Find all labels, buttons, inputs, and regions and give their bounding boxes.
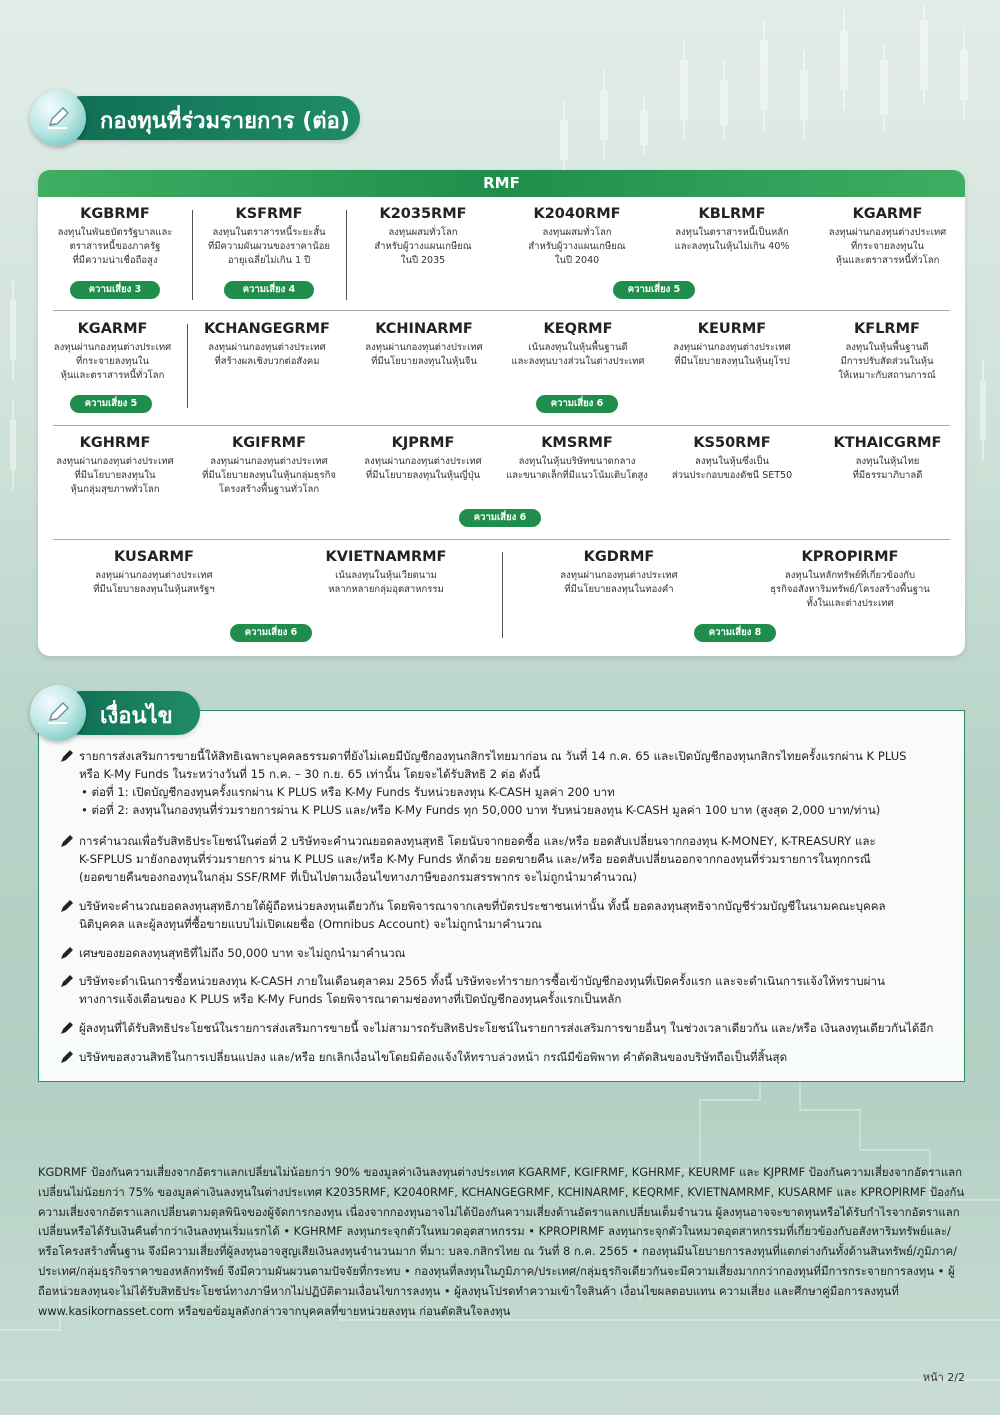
risk-badge: ความเสี่ยง 8 [694,624,776,642]
fund-kblrmf [654,206,810,254]
fund-desc-line: ลงทุนในหุ้นซึ่งเป็น [695,456,769,467]
fund-desc-line: ที่มีนโยบายลงทุนในหุ้นจีน [371,356,477,367]
pencil-icon [43,103,73,133]
fund-desc-line: ลงทุนผ่านกองทุนต่างประเทศ [53,342,172,353]
fund-desc-line: หลากหลายกลุ่มอุตสาหกรรม [328,584,444,595]
fund-kgarmf-2 [38,321,187,383]
fund-desc-line: ลงทุนผ่านกองทุนต่างประเทศ [56,456,174,467]
fund-k2035rmf [346,206,500,268]
section1-pencil-icon [30,90,86,146]
section1-header [30,90,360,146]
fund-name: KCHINARMF [375,321,473,337]
pen-bullet-icon [59,945,75,961]
condition-line: ทางการแจ้งเตือนของ K PLUS หรือ K-My Funds โดยพิจารณาตามช่องทางที่เปิดบัญชีกองทุนครั้งแรกเป็นหลัก [79,992,622,1006]
risk-badge: ความเสี่ยง 6 [459,509,541,527]
condition-item [59,1019,949,1037]
fund-kgarmf [810,206,965,268]
fund-name: KGBRMF [80,206,150,222]
fund-kgbrmf [38,206,192,268]
condition-line: หรือ K-My Funds ในระหว่างวันที่ 15 ก.ค. – 30 ก.ย. 65 เท่านั้น โดยจะได้รับสิทธิ 2 ต่อ ดังนี้ [79,767,541,781]
fund-desc-line: ในปี 2035 [400,255,446,266]
fund-desc-line: ลงทุนผ่านกองทุนต่างประเทศ [208,342,326,353]
fund-desc-line: ที่มีธรรมาภิบาลดี [852,470,923,481]
risk-badge: ความเสี่ยง 4 [224,281,314,299]
row-divider [53,310,950,311]
pen-bullet-icon [59,898,75,914]
fund-kthaicgrmf [810,435,965,483]
condition-line: ผู้ลงทุนที่ได้รับสิทธิประโยชน์ในรายการส่งเสริมการขายนี้ จะไม่สามารถรับสิทธิประโยชน์ในรายการส่งเสริมการขายอื่นๆ ในช่วงเวลาเดียวกัน และ/หรือ เงินลงทุนเดียวกันได้อีก [79,1021,934,1035]
condition-line: K-SFPLUS มายังกองทุนที่ร่วมรายการ ผ่าน K PLUS และ/หรือ K-My Funds หักด้วย ยอดขายคืน และ/หรือ ยอดสับเปลี่ยนออกจากกองทุนที่ร่วมรายการในทุกกรณี [79,852,871,866]
condition-line: บริษัทจะดำเนินการซื้อหน่วยลงทุน K-CASH ภายในเดือนตุลาคม 2565 ทั้งนี้ บริษัทจะทำรายการซื้อเข้าบัญชีกองทุนที่เปิดครั้งแรก และจะดำเนินการแจ้งให้ทราบผ่าน [79,974,885,988]
fund-desc-line: และลงทุนในหุ้นไม่เกิน 40% [674,241,790,252]
condition-line: บริษัทขอสงวนสิทธิในการเปลี่ยนแปลง และ/หรือ ยกเลิกเงื่อนไขโดยมิต้องแจ้งให้ทราบล่วงหน้า กรณีมีข้อพิพาท คำตัดสินของบริษัทถือเป็นที่สิ้นสุด [79,1050,788,1064]
fund-desc-line: ลงทุนในหุ้นพื้นฐานดี [845,342,929,353]
fund-name: KJPRMF [391,435,455,451]
fund-desc-line: ลงทุนผสมทั่วโลก [542,227,612,238]
fund-name: KSFRMF [235,206,303,222]
fund-keqrmf [501,321,655,369]
fund-name: KGDRMF [583,549,655,565]
fund-desc-line: อายุเฉลี่ยไม่เกิน 1 ปี [227,255,311,266]
condition-item [59,972,949,1008]
fund-name: KVIETNAMRMF [325,549,447,565]
fund-name: KGARMF [852,206,923,222]
fund-kgifrmf [192,435,346,497]
fund-kflrmf [809,321,965,383]
rmf-header: RMF [38,170,965,197]
condition-line: (ยอดขายคืนของกองทุนในกลุ่ม SSF/RMF ที่เป็นไปตามเงื่อนไขทางภาษีของกรมสรรพากร จะไม่ถูกนำมาคำนวณ) [79,870,638,884]
fund-desc-line: ในปี 2040 [554,255,600,266]
fund-name: KFLRMF [854,321,920,337]
rmf-card [38,170,965,656]
fund-desc-line: ที่มีความน่าเชื่อถือสูง [72,255,158,266]
fund-name: KS50RMF [693,435,771,451]
fund-desc-line: และขนาดเล็กที่มีแนวโน้มเติบโตสูง [506,470,648,481]
fund-desc-line: สำหรับผู้วางแผนเกษียณ [374,241,472,252]
fund-k2040rmf [500,206,654,268]
fund-desc-line: หุ้นและตราสารหนี้ทั่วโลก [60,370,165,381]
fund-desc-line: ลงทุนในตราสารหนี้เป็นหลัก [675,227,789,238]
divider [346,210,347,300]
fund-kmsrmf [500,435,654,483]
condition-line: เศษของยอดลงทุนสุทธิที่ไม่ถึง 50,000 บาท จะไม่ถูกนำมาคำนวณ [79,946,406,960]
divider [192,210,193,300]
fund-desc-line: ลงทุนผ่านกองทุนต่างประเทศ [828,227,947,238]
fund-desc-line: ลงทุนผ่านกองทุนต่างประเทศ [364,456,482,467]
fund-kchinarmf [347,321,501,369]
section1-title: กองทุนที่ร่วมรายการ (ต่อ) [100,109,350,134]
fund-desc-line: ที่มีนโยบายลงทุนในหุ้นสหรัฐฯ [93,584,215,595]
fund-desc-line: ลงทุนในหุ้นบริษัทขนาดกลาง [518,456,636,467]
risk-badge: ความเสี่ยง 6 [230,624,312,642]
fund-kpropirmf [735,549,965,611]
fund-desc-line: ที่มีนโยบายลงทุนใน [74,470,156,481]
fund-name: KUSARMF [114,549,194,565]
pencil-icon [43,698,73,728]
fund-kvietnamrmf [270,549,502,597]
divider [502,552,503,638]
section2-title: เงื่อนไข [100,704,173,729]
fund-keurmf [655,321,809,369]
fund-desc-line: ที่มีนโยบายลงทุนในหุ้นญี่ปุ่น [365,470,481,481]
risk-badge: ความเสี่ยง 5 [70,395,152,413]
footer-disclaimer: KGDRMF ป้องกันความเสี่ยงจากอัตราแลกเปลี่ยนไม่น้อยกว่า 90% ของมูลค่าเงินลงทุนต่างประเทศ KGARMF, KGIFRMF, KGHRMF, KEURMF และ KJPRMF ป้องกันความเสี่ยงจากอัตราแลกเปลี่ยนไม่น้อยกว่า 75% ของมูลค่าเงินลงทุนในต่างประเทศ K2035RMF, K2040RMF, KCHANGEGRMF, KCHINARMF, KEQRMF, KVIETNAMRMF, KUSARMF และ KPROPIRMF ป้องกันความเสี่ยงจากอัตราแลกเปลี่ยนตามดุลพินิจของผู้จัดการกองทุน เนื่องจากกองทุนอาจไม่ได้ป้องกันความเสี่ยงด้านอัตราแลกเปลี่ยนเต็มจำนวน ผู้ลงทุนอาจจะขาดทุนหรือได้รับกำไรจากอัตราแลกเปลี่ยนหรือได้รับเงินคืนต่ำกว่าเงินลงทุนเริ่มแรกได้ • KGHRMF ลงทุนกระจุกตัวในหมวดอุตสาหกรรม • KPROPIRMF ลงทุนกระจุกตัวในหมวดอุตสาหกรรมที่เกี่ยวข้องกับอสังหาริมทรัพย์และ/หรือโครงสร้างพื้นฐาน จึงมีความเสี่ยงที่ผู้ลงทุนอาจสูญเสียเงินลงทุนจำนวนมาก ที่มา: บลจ.กสิกรไทย ณ วันที่ 8 ก.ค. 2565 • กองทุนมีนโยบายการลงทุนที่แตกต่างกันทั้งด้านสินทรัพย์/ภูมิภาค/ประเทศ/กลุ่มธุรกิจราคาของหลักทรัพย์ จึงมีความผันผวนตามปัจจัยที่กระทบ • กองทุนที่ลงทุนในภูมิภาค/ประเทศ/กลุ่มธุรกิจเดียวกันจะมีความเสี่ยงมากกว่ากองทุนที่มีการกระจายการลงทุน • ผู้ถือหน่วยลงทุนจะไม่ได้รับสิทธิประโยชน์ทางภาษีหากไม่ปฏิบัติตามเงื่อนไขการลงทุน • ผู้ลงทุนโปรดทำความเข้าใจสินค้า เงื่อนไขผลตอบแทน ความเสี่ยง และศึกษาคู่มือการลงทุนที่ www.kasikornasset.com หรือขอข้อมูลดังกล่าวจากบุคคลที่ขายหน่วยลงทุน ก่อนตัดสินใจลงทุน [38,1165,965,1318]
fund-desc-line: และลงทุนบางส่วนในต่างประเทศ [511,356,645,367]
fund-ks50rmf [654,435,810,483]
fund-kghrmf [38,435,192,497]
row-divider [53,539,950,540]
fund-desc-line: ที่มีนโยบายลงทุนในหุ้นยุโรป [674,356,790,367]
fund-desc-line: ส่วนประกอบของดัชนี SET50 [671,470,793,481]
pen-bullet-icon [59,833,75,849]
fund-desc-line: ลงทุนผสมทั่วโลก [388,227,458,238]
fund-desc-line: ที่มีนโยบายลงทุนในหุ้นกลุ่มธุรกิจ [202,470,336,481]
fund-desc-line: ที่กระจายลงทุนใน [75,356,150,367]
condition-line: รายการส่งเสริมการขายนี้ให้สิทธิเฉพาะบุคคลธรรมดาที่ยังไม่เคยมีบัญชีกองทุนกสิกรไทยมาก่อน ณ วันที่ 14 ก.ค. 65 และเปิดบัญชีกองทุนกสิกรไทยครั้งแรกผ่าน K PLUS [79,749,907,763]
condition-item [59,832,949,886]
condition-line: การคำนวณเพื่อรับสิทธิประโยชน์ในต่อที่ 2 บริษัทจะคำนวณยอดลงทุนสุทธิ โดยนับจากยอดซื้อ และ/หรือ ยอดสับเปลี่ยนจากกองทุน K-MONEY, K-TREASURY และ [79,834,876,848]
fund-desc-line: ลงทุนในตราสารหนี้ระยะสั้น [212,227,326,238]
fund-desc-line: หุ้นและตราสารหนี้ทั่วโลก [835,255,940,266]
fund-desc-line: มีการปรับสัดส่วนในหุ้น [840,356,934,367]
fund-desc-line: ที่มีนโยบายลงทุนในทองคำ [564,584,674,595]
fund-kusarmf [38,549,270,597]
fund-desc-line: เน้นลงทุนในหุ้นพื้นฐานดี [528,342,628,353]
row-divider [53,425,950,426]
divider [187,324,188,408]
pen-bullet-icon [59,973,75,989]
fund-name: KEURMF [697,321,767,337]
pen-bullet-icon [59,748,75,764]
fund-desc-line: ลงทุนในพันธบัตรรัฐบาลและ [57,227,173,238]
fund-desc-line: สำหรับผู้วางแผนเกษียณ [528,241,626,252]
fund-name: KEQRMF [543,321,613,337]
condition-subline: • ต่อที่ 2: ลงทุนในกองทุนที่ร่วมรายการผ่าน K PLUS และ/หรือ K-My Funds ทุก 50,000 บาท รับหน่วยลงทุน K-CASH มูลค่า 100 บาท (สูงสุด 2,000 บาท/ท่าน) [81,803,881,817]
pen-bullet-icon [59,1049,75,1065]
fund-name: K2035RMF [379,206,467,222]
fund-desc-line: ลงทุนผ่านกองทุนต่างประเทศ [673,342,791,353]
fund-kchangegrmf [187,321,347,369]
fund-desc-line: เน้นลงทุนในหุ้นเวียดนาม [335,570,437,581]
fund-name: KGARMF [77,321,148,337]
condition-line: นิติบุคคล และผู้ลงทุนที่ซื้อขายแบบไม่เปิดเผยชื่อ (Omnibus Account) จะไม่ถูกนำมาคำนวณ [79,917,542,931]
fund-desc-line: โครงสร้างพื้นฐานทั่วโลก [218,484,320,495]
condition-line: บริษัทจะคำนวณยอดลงทุนสุทธิภายใต้ผู้ถือหน่วยลงทุนเดียวกัน โดยพิจารณาจากเลขที่บัตรประชาชนเท่านั้น ทั้งนี้ ยอดลงทุนสุทธิจากบัญชีร่วมบัญชีในนามคณะบุคคล [79,899,886,913]
fund-desc-line: ที่สร้างผลเชิงบวกต่อสังคม [214,356,320,367]
fund-desc-line: ธุรกิจอสังหาริมทรัพย์/โครงสร้างพื้นฐาน [770,584,930,595]
fund-desc-line: ตราสารหนี้ของภาครัฐ [69,241,161,252]
condition-item [59,944,949,962]
fund-name: KMSRMF [541,435,613,451]
fund-kgdrmf [503,549,735,597]
risk-badge: ความเสี่ยง 3 [70,281,160,299]
fund-name: KGHRMF [79,435,151,451]
fund-name: KTHAICGRMF [833,435,942,451]
fund-name: KGIFRMF [232,435,306,451]
conditions-card [38,710,965,1082]
fund-kjprmf [346,435,500,483]
fund-desc-line: หุ้นกลุ่มสุขภาพทั่วโลก [70,484,160,495]
fund-desc-line: ที่กระจายลงทุนใน [850,241,925,252]
fund-name: KBLRMF [698,206,766,222]
fund-name: KCHANGEGRMF [204,321,330,337]
fund-desc-line: ทั้งในและต่างประเทศ [806,598,894,609]
page-number: หน้า 2/2 [922,1371,965,1384]
condition-item [59,897,949,933]
fund-desc-line: ลงทุนในหลักทรัพย์ที่เกี่ยวข้องกับ [784,570,916,581]
fund-desc-line: ลงทุนในหุ้นไทย [855,456,920,467]
fund-desc-line: ลงทุนผ่านกองทุนต่างประเทศ [560,570,678,581]
pen-bullet-icon [59,1020,75,1036]
risk-badge: ความเสี่ยง 6 [536,395,618,413]
fund-desc-line: ลงทุนผ่านกองทุนต่างประเทศ [210,456,328,467]
condition-item [59,747,949,819]
section2-pencil-icon [30,685,86,741]
fund-ksfrmf [192,206,346,268]
risk-badge: ความเสี่ยง 5 [613,281,695,299]
condition-item [59,1048,949,1066]
condition-subline: • ต่อที่ 1: เปิดบัญชีกองทุนครั้งแรกผ่าน K PLUS หรือ K-My Funds รับหน่วยลงทุน K-CASH มูลค่า 200 บาท [81,785,615,799]
fund-desc-line: ลงทุนผ่านกองทุนต่างประเทศ [365,342,483,353]
fund-desc-line: ให้เหมาะกับสถานการณ์ [838,370,936,381]
fund-name: K2040RMF [533,206,621,222]
fund-desc-line: ลงทุนผ่านกองทุนต่างประเทศ [95,570,213,581]
section2-header [30,685,200,741]
fund-name: KPROPIRMF [801,549,899,565]
fund-desc-line: ที่มีความผันผวนของราคาน้อย [208,241,330,252]
